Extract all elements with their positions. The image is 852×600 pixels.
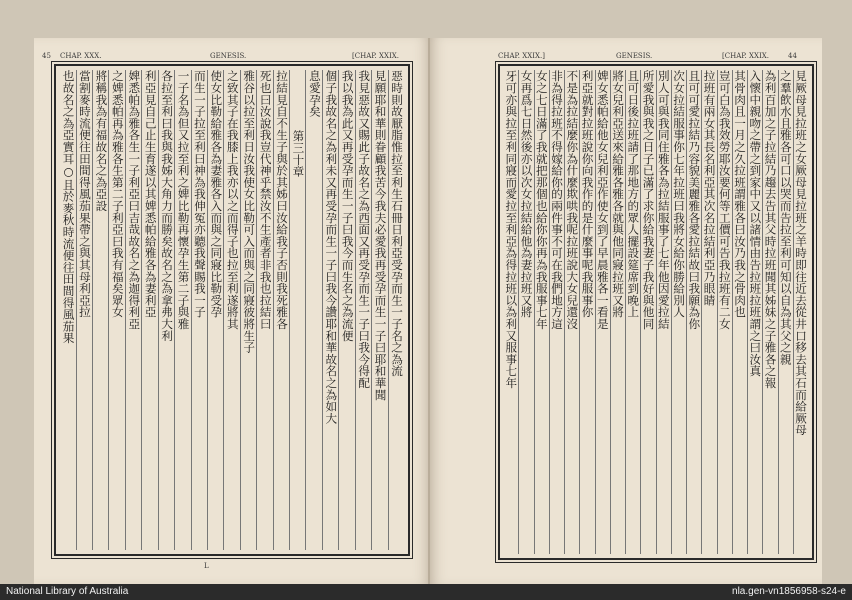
left-text-column: 拉結見自不生子與於其姊曰汝給我子否則我死雅各 [273, 70, 289, 550]
left-text-column: 惡時則故厭脂惟拉至利生石冊日利亞受孕而生一子名之為流 [388, 70, 404, 550]
left-columns [60, 70, 404, 550]
right-page-number: 44 [788, 52, 797, 60]
left-text-column: 第三十章 [289, 70, 305, 550]
left-text-column: 使女比勒給雅各為妻雅各入而與之同寢比勒受孕 [207, 70, 223, 550]
right-text-column: 之羣飲水且雅各可口以哭而告拉至利可知以自為其父之親 [778, 70, 793, 554]
right-running-title: GENESIS. [616, 52, 653, 60]
right-text-column: 女之七日滿了我就把那個也給你你再為我服事七年 [534, 70, 549, 554]
right-text-column: 將女兒利亞送來給雅各雅各就與他同寢拉班又將 [610, 70, 625, 554]
right-text-column: 牙可亦與拉至利同寢而愛拉至利亞為得拉班以為利又服事七年 [504, 70, 519, 389]
right-text-column: 其骨肉且一月之久拉班謂雅各曰汝乃我之骨肉也 [732, 70, 747, 554]
left-text-frame [54, 64, 410, 556]
right-page [430, 38, 822, 584]
right-running-chapter-left: CHAP. XXIX.] [498, 52, 545, 60]
image-id-label: nla.gen-vn1856958-s24-e [732, 586, 846, 597]
right-text-column: 且可日後拉班請了那地方的眾人擺設筵席到晚上 [625, 70, 640, 554]
left-text-column: 婢悉帕為雅各生一子利亞曰吉哉故名之為迦得利亞 [125, 70, 141, 550]
left-signature-mark: L [204, 562, 209, 570]
left-text-column: 各拉至利曰我與我姊大角力而勝矣故名之為拿弗大利 [158, 70, 174, 550]
left-text-column: 見願耶和華則眷顧我苦今我夫必愛我再受孕而生一子曰耶和華聞 [371, 70, 387, 550]
right-text-column: 入懷中親吻之帶之到家中又以諸情由告拉班拉班謂之曰汝真 [747, 70, 762, 554]
left-text-column: 雅谷以拉至利日汝我使女比勒可入而與之同寢彼將生子 [240, 70, 256, 550]
left-running-chapter: [CHAP. XXIX. [352, 52, 399, 60]
right-text-column: 利亞就對拉班說你向我作的是什麼事呢我服事你 [579, 70, 594, 554]
right-text-column: 女再爲七日然後亦以次女拉結給他為妻拉班又將 [518, 70, 533, 554]
left-text-column: 息愛孕矣 [305, 70, 321, 550]
left-text-column: 個子我故名之為利未又再受孕而生一子曰我今讚耶和華故名之為如大 [322, 70, 338, 550]
right-text-column: 不是為拉結麼你為什麼欺哄我呢拉班說大女兒還沒 [564, 70, 579, 554]
left-text-column: 當割麥時流便往田間得風茄果帶之與其母利亞拉 [76, 70, 92, 550]
left-text-column: 將稱我為有福故名之為亞設 [92, 70, 108, 550]
left-text-column: 之婢悉帕再為雅各生第二子利亞曰我有福矣眾女 [108, 70, 124, 550]
right-text-column: 次女拉結服事你七年拉班曰我將女給你勝給別人 [671, 70, 686, 554]
source-label: National Library of Australia [6, 586, 129, 597]
left-text-column: 死也曰汝說我豈代神乎禁汝不生產者非我也拉結曰 [256, 70, 272, 550]
footer-bar [0, 584, 852, 600]
right-text-frame [498, 64, 814, 560]
right-text-column: 豈可白為我效勞耶汝要何等工價可告我拉班有二女 [717, 70, 732, 554]
left-text-column: 而生一子拉至利曰神為我伸冤亦聽我聲賜我一子 [191, 70, 207, 550]
left-running-title: GENESIS. [210, 52, 247, 60]
left-text-column: 之致其子在我膝上我亦以之而得子也拉至利遂將其 [223, 70, 239, 550]
left-chapter-label: CHAP. XXX. [60, 52, 102, 60]
right-columns [504, 70, 808, 554]
right-text-column: 拉班有兩女其長名利亞其次名拉結利亞乃眼睛 [701, 70, 716, 554]
right-text-column: 婢女悉帕給他女兒利亞作使女到了早晨雅各一看是 [595, 70, 610, 554]
left-text-column: 一子名為但又拉至利之婢比勒再懷孕生第二子與雅 [174, 70, 190, 550]
left-text-column: 我見惡故又賜此子故名之為西面又再受孕而生一子曰我今得配 [355, 70, 371, 550]
right-text-column: 別人可與我同住雅各為拉結服事了七年他因愛拉結 [656, 70, 671, 554]
right-text-column: 見厥母見拉班之女厥母見拉班之羊時即往近去從井口移去其石而給厥母 [793, 70, 808, 554]
left-text-column: 利亞見自己止生育遂以其婢悉帕給雅各為妻利亞 [141, 70, 157, 550]
left-text-column: 也故名之為亞實耳○且於麥秋時流便往田間得風茄果 [61, 70, 76, 344]
left-text-column: 我以我為此又再受孕而生一子曰我今而生名之為流便 [338, 70, 354, 550]
right-text-column: 所愛我與我之日子已滿了求你給我妻子我好與他同 [640, 70, 655, 554]
right-running-chapter-right: [CHAP. XXIX. [722, 52, 769, 60]
right-text-column: 且可可愛拉結乃容貌美麗雅各愛拉結故曰我願為你 [686, 70, 701, 554]
left-page [34, 38, 430, 584]
left-page-number: 45 [42, 52, 51, 60]
right-text-column: 非為得拉班不得嫁給你的兩件事不可在我們地方這 [549, 70, 564, 554]
right-text-column: 為利百加之子拉結乃趨去告其父時拉班聞其姊妹之子雅各之報 [762, 70, 777, 554]
